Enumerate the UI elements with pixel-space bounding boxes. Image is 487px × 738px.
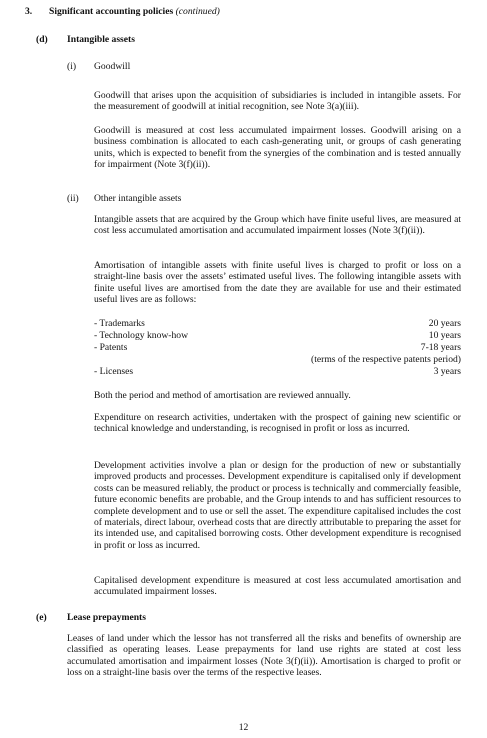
section-title-suffix: (continued) [175, 6, 220, 17]
subsection-d-title: Intangible assets [67, 34, 135, 45]
useful-life-row [94, 354, 461, 365]
asset-name: - Technology know-how [94, 330, 189, 341]
review-paragraph: Both the period and method of amortisation are reviewed annually. [94, 390, 351, 401]
page-number: 12 [238, 722, 249, 733]
useful-life-row [94, 330, 461, 341]
lease-prepayments-paragraph: Leases of land under which the lessor has not transferred all the risks and benefits of ownership are classified as operating leases. Lease prepayments for land use rights are stated at cost less accumulated amortisation and impairment losses (Note 3(f)(ii)). Amortisation is charged to profit or loss on a straight-line basis over the terms of the respective leases. [67, 633, 461, 679]
asset-name: - Trademarks [94, 318, 145, 329]
asset-years: 20 years [428, 318, 461, 329]
research-paragraph: Expenditure on research activities, undertaken with the prospect of gaining new scientific or technical knowledge and understanding, is recognised in profit or loss as incurred. [94, 412, 461, 435]
subsection-e-label: (e) [36, 612, 47, 623]
subsection-e-title: Lease prepayments [67, 612, 146, 623]
capitalised-development-paragraph: Capitalised development expenditure is measured at cost less accumulated amortisation and accumulated impairment losses. [94, 575, 461, 598]
goodwill-paragraph-2: Goodwill is measured at cost less accumulated impairment losses. Goodwill arising on a business combination is allocated to each cash-generating unit, or groups of cash generating units, which is expected to benefit from the synergies of the combination and is tested annually for impairment (Note 3(f)(ii)). [94, 125, 461, 171]
item-i-title: Goodwill [94, 61, 131, 72]
amortisation-paragraph: Amortisation of intangible assets with finite useful lives is charged to profit or loss on a straight-line basis over the assets’ estimated useful lives. The following intangible assets with finite useful lives are amortised from the date they are available for use and their estimated useful lives are as follows: [94, 260, 461, 306]
section-heading [49, 6, 220, 17]
development-paragraph: Development activities involve a plan or design for the production of new or substantially improved products and processes. Development expenditure is capitalised only if development costs can be measured reliably, the product or process is technically and commercially feasible, future economic benefits are probable, and the Group intends to and has sufficient resources to complete development and to use or sell the asset. The expenditure capitalised includes the cost of materials, direct labour, overhead costs that are directly attributable to preparing the asset for its intended use, and capitalised borrowing costs. Other development expenditure is recognised in profit or loss as incurred. [94, 460, 461, 551]
other-intangibles-paragraph-1: Intangible assets that are acquired by the Group which have finite useful lives, are measured at cost less accumulated amortisation and accumulated impairment losses (Note 3(f)(ii)). [94, 214, 461, 237]
subsection-d-label: (d) [36, 34, 48, 45]
section-title: Significant accounting policies [49, 6, 174, 17]
asset-years: 10 years [428, 330, 461, 341]
useful-life-row [94, 318, 461, 329]
asset-name: - Patents [94, 342, 128, 353]
useful-life-row [94, 366, 461, 377]
goodwill-paragraph-1: Goodwill that arises upon the acquisition of subsidiaries is included in intangible assets. For the measurement of goodwill at initial recognition, see Note 3(a)(iii). [94, 90, 461, 113]
useful-life-row [94, 342, 461, 353]
item-ii-label: (ii) [67, 193, 79, 204]
item-i-label: (i) [67, 61, 77, 72]
asset-name: - Licenses [94, 366, 134, 377]
item-ii-title: Other intangible assets [94, 193, 182, 204]
asset-years: 7-18 years [420, 342, 461, 353]
asset-years: 3 years [433, 366, 461, 377]
section-number: 3. [25, 6, 33, 17]
asset-years-note: (terms of the respective patents period) [311, 354, 461, 365]
